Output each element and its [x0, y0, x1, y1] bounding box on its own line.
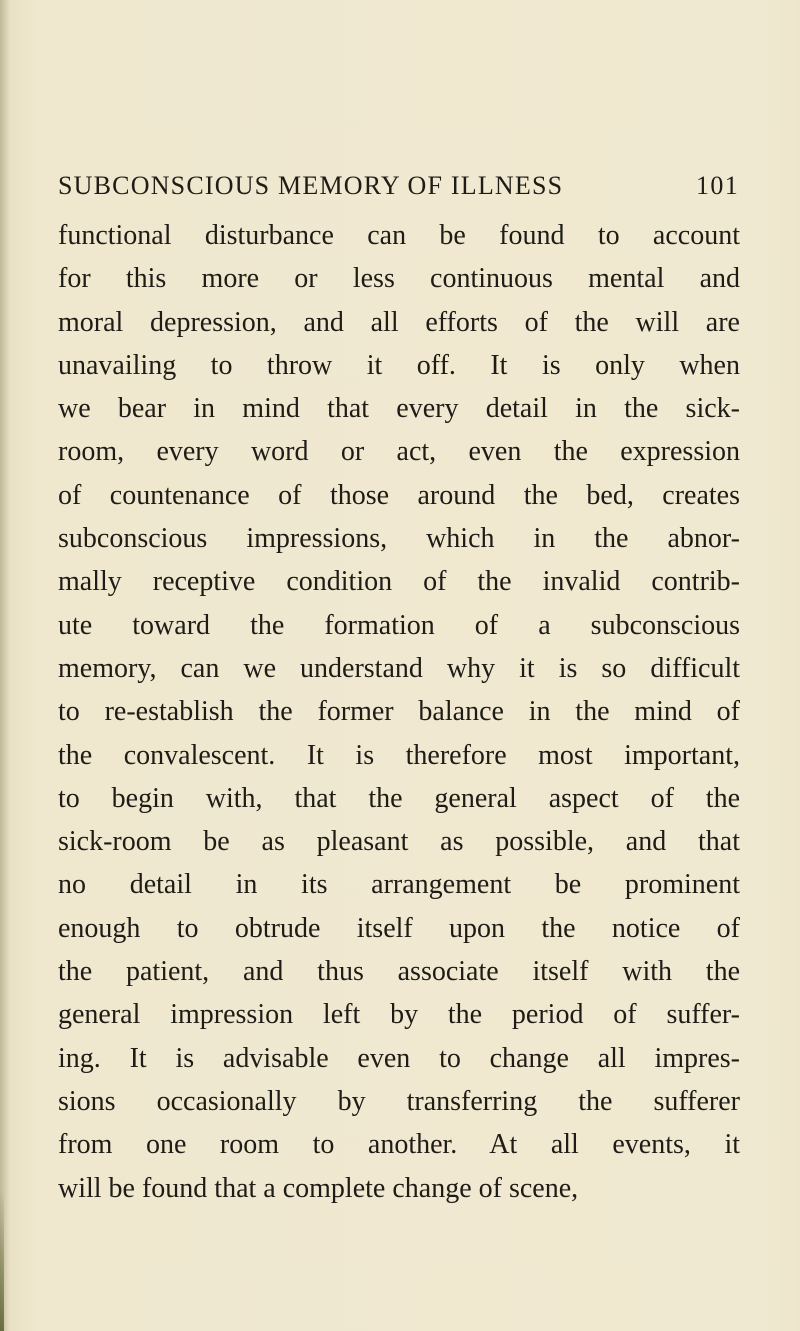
text-line: enough to obtrude itself upon the notice of — [58, 912, 740, 944]
binding-edge — [0, 1190, 4, 1331]
text-line: room, every word or act, even the expression — [58, 436, 740, 468]
text-line: we bear in mind that every detail in the sick- — [58, 393, 740, 425]
running-title: SUBCONSCIOUS MEMORY OF ILLNESS — [58, 171, 564, 200]
text-line: general impression left by the period of suffer- — [58, 999, 740, 1031]
text-line: unavailing to throw it off. It is only when — [58, 349, 740, 381]
text-line: mally receptive condition of the invalid contrib- — [58, 566, 740, 598]
text-line: will be found that a complete change of scene, — [58, 1172, 579, 1204]
text-line: ute toward the formation of a subconscious — [58, 609, 740, 641]
text-line: sions occasionally by transferring the sufferer — [58, 1085, 740, 1117]
text-line: for this more or less continuous mental and — [58, 263, 740, 295]
text-line: the patient, and thus associate itself with the — [58, 956, 740, 988]
text-line: moral depression, and all efforts of the will are — [58, 306, 740, 338]
text-line: to re-establish the former balance in the mind of — [58, 696, 740, 728]
running-head — [0, 168, 800, 208]
text-line: subconscious impressions, which in the abnor- — [58, 523, 740, 555]
page-number: 101 — [696, 171, 740, 200]
text-line: memory, can we understand why it is so difficult — [58, 652, 740, 684]
text-line: no detail in its arrangement be prominent — [58, 869, 740, 901]
text-line: sick-room be as pleasant as possible, and that — [58, 826, 740, 858]
text-line: of countenance of those around the bed, creates — [58, 479, 740, 511]
body-text — [58, 214, 740, 1210]
text-line: to begin with, that the general aspect of the — [58, 782, 740, 814]
text-line: ing. It is advisable even to change all impres- — [58, 1042, 740, 1074]
text-line: functional disturbance can be found to account — [58, 220, 740, 251]
text-line: from one room to another. At all events, it — [58, 1129, 740, 1161]
text-line: the convalescent. It is therefore most important, — [58, 739, 740, 771]
